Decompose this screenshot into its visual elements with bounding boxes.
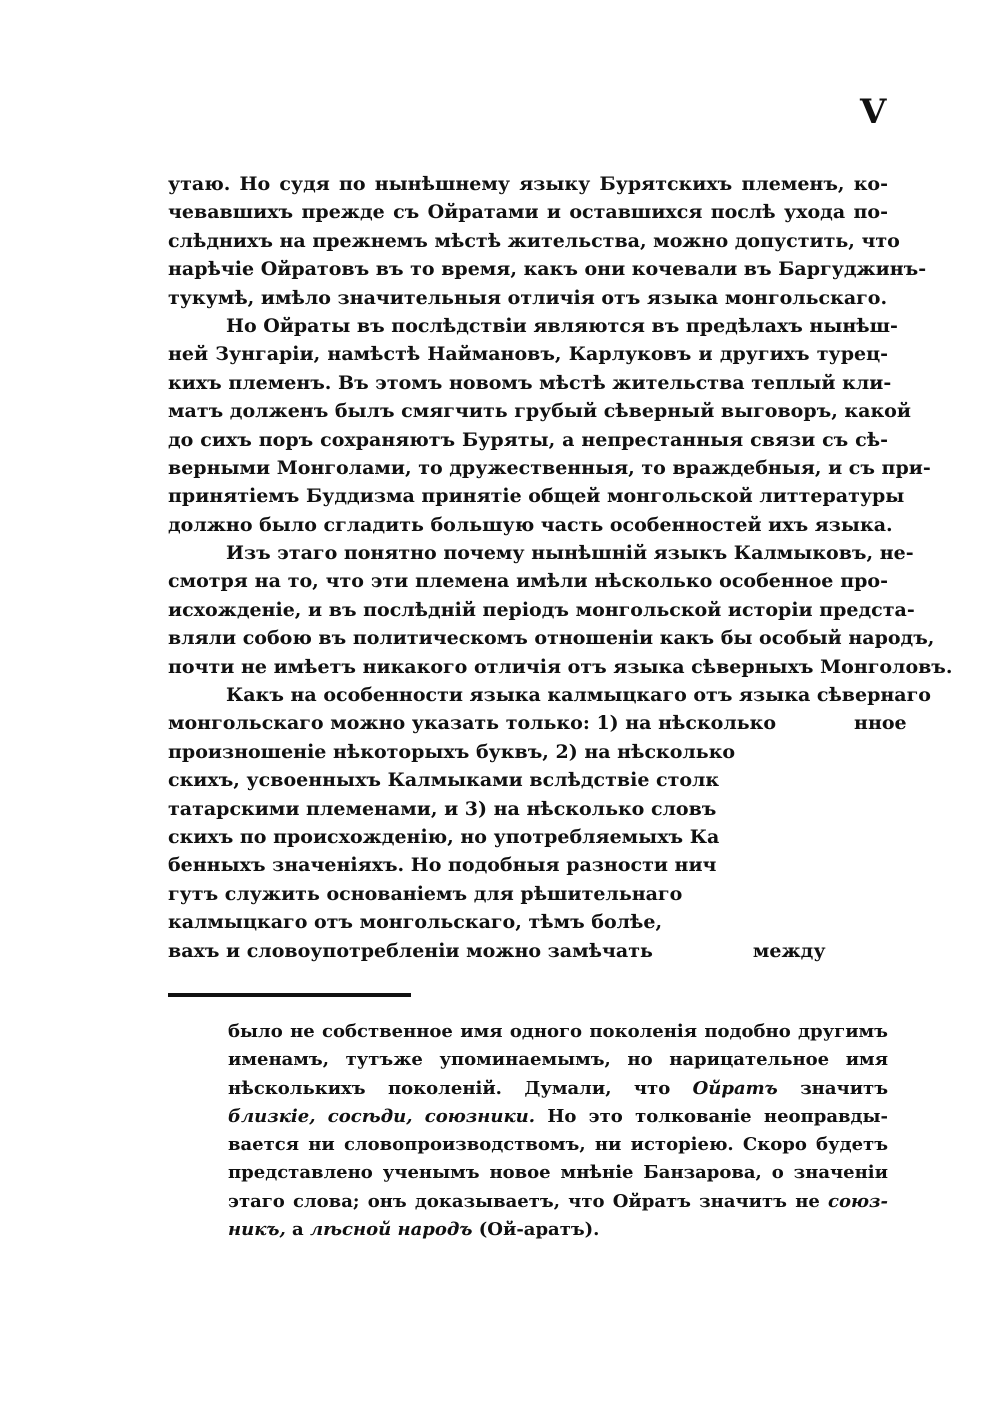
text-line: почти не имѣетъ никакого отличія отъ языка сѣверныхъ Монголовъ. [168,655,953,678]
paragraph-start: Какъ на особенности языка калмыцкаго отъ языка сѣвернаго [226,684,931,707]
text-fragment: вахъ и словоупотребленіи можно замѣчать [168,939,653,962]
text-line: чевавшихъ прежде съ Ойратами и оставшихся послѣ ухода по- [168,201,888,224]
emphasis-ally: никъ, [228,1219,286,1241]
text-line-torn: татарскими племенами, и 3) на нѣсколько словъ [168,797,717,820]
text-fragment: а [292,1219,304,1241]
text-line-torn [168,937,888,965]
text-line: утаю. Но судя по нынѣшнему языку Бурятскихъ племенъ, ко- [168,173,888,195]
text-line: верными Монголами, то дружественныя, то враждебныя, и съ при- [168,456,931,479]
text-fragment: Но это толкованіе неоправды- [547,1105,888,1127]
text-line: до сихъ поръ сохраняютъ Буряты, а непрестанныя связи съ сѣ- [168,428,888,451]
text-fragment: (Ой-аратъ). [478,1219,600,1241]
text-line: матъ долженъ былъ смягчить грубый сѣверный выговоръ, какой [168,400,911,423]
text-line-torn [168,709,907,737]
text-fragment: нѣсколькихъ поколеній. Думали, что [228,1077,671,1099]
footnote-separator [168,993,411,997]
text-line: смотря на то, что эти племена имѣли нѣсколько особенное про- [168,570,888,593]
text-line: слѣднихъ на прежнемъ мѣстѣ жительства, можно допустить, что [168,229,900,252]
emphasis-forest-people: лѣсной народъ [309,1219,473,1241]
footnote-line [228,1188,888,1216]
text-line: вляли собою въ политическомъ отношеніи какъ бы особый народъ, [168,627,935,650]
text-line: должно было сгладить большую часть особенностей ихъ языка. [168,513,893,536]
footnote-line: было не собственное имя одного поколенія подобно другимъ [228,1021,888,1042]
text-line-torn: гутъ служить основаніемъ для рѣшительнаго [168,882,683,905]
footnote-line: вается ни словопроизводствомъ, ни исторіею. Скоро будетъ [228,1134,888,1156]
text-fragment: этаго слова; онъ доказываетъ, что Ойратъ значитъ не [228,1190,820,1212]
paragraph-start: Но Ойраты въ послѣдствіи являются въ предѣлахъ нынѣш- [226,314,898,337]
emphasis-ally: союз- [828,1190,888,1212]
main-text-block [168,170,953,965]
text-line-torn: скихъ по происхожденію, но употребляемыхъ Ка [168,825,720,848]
emphasis-close-ones: близкіе, сосѣди, союзники. [228,1105,536,1127]
text-line: исхожденіе, и въ послѣдній періодъ монгольской исторіи предста- [168,598,915,621]
page-number: V [860,92,887,132]
text-line-torn: произношеніе нѣкоторыхъ буквъ, 2) на нѣсколько [168,740,736,763]
text-fragment: монгольскаго можно указать только: 1) на нѣсколько [168,712,777,735]
text-line: кихъ племенъ. Въ этомъ новомъ мѣстѣ жительства теплый кли- [168,371,892,394]
text-line: нарѣчіе Ойратовъ въ то время, какъ они кочевали въ Баргуджинъ- [168,258,927,281]
footnote-line [228,1103,888,1131]
footnote-line: именамъ, тутъже упоминаемымъ, но нарицательное имя [228,1049,888,1071]
emphasis-oirat: Ойратъ [692,1077,778,1099]
footnote-line [228,1075,888,1103]
text-line: принятіемъ Буддизма принятіе общей монгольской литтературы [168,485,905,508]
text-fragment: значитъ [800,1077,888,1099]
text-fragment: между [752,939,826,962]
text-line: ней Зунгаріи, намѣстѣ Наймановъ, Карлуковъ и другихъ турец- [168,343,888,366]
text-line-torn: калмыцкаго отъ монгольскаго, тѣмъ болѣе, [168,911,663,934]
footnote-block [228,1018,888,1244]
paragraph-start: Изъ этаго понятно почему нынѣшній языкъ Калмыковъ, не- [226,542,914,565]
footnote-line [228,1216,888,1244]
text-line: тукумѣ, имѣло значительныя отличія отъ языка монгольскаго. [168,286,888,309]
text-fragment: нное [854,712,907,735]
text-line-torn: бенныхъ значеніяхъ. Но подобныя разности нич [168,854,717,877]
text-line-torn: скихъ, усвоенныхъ Калмыками вслѣдствіе столк [168,769,720,792]
footnote-line: представлено ученымъ новое мнѣніе Банзарова, о значеніи [228,1162,888,1184]
